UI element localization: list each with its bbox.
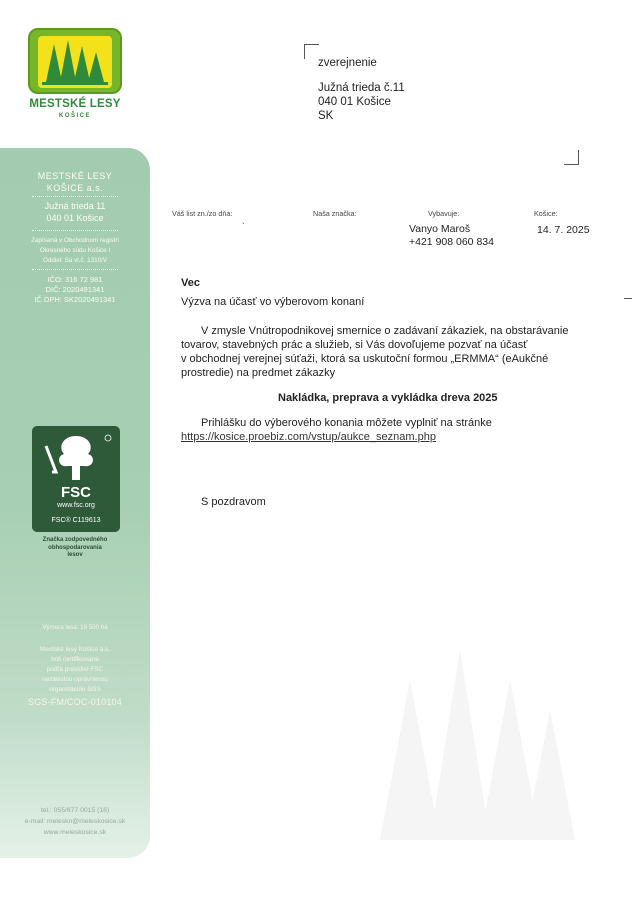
fsc-desc-line: lesov: [67, 552, 83, 558]
logo-city: KOŠICE: [58, 113, 91, 119]
our-ref-label: Naša značka:: [313, 209, 357, 218]
logo-watermark: [360, 640, 590, 845]
certification-text: [0, 645, 150, 695]
ico-line: IČO: 316 72 981: [47, 275, 103, 284]
handler-phone: +421 908 060 834: [409, 236, 494, 248]
logo-emblem: [38, 36, 112, 88]
cert-line: boli certifikované: [51, 656, 99, 663]
divider: [32, 269, 118, 270]
company-ids: [0, 275, 150, 305]
recipient-city: 040 01 Košice: [318, 96, 391, 108]
fold-mark: [624, 298, 632, 299]
fsc-desc-line: Značka zodpovedného: [42, 537, 108, 543]
registration-line: Oddiel: Sa vl.č. 1310/V: [42, 257, 108, 264]
fsc-tree-icon: [32, 426, 120, 486]
fsc-url: www.fsc.org: [57, 502, 95, 509]
handler-name: Vanyo Maroš: [409, 223, 471, 235]
certification-code: SGS-FM/COC-010104: [28, 697, 122, 707]
paragraph-line: tovarov, stavebných prác a služieb, si Vás dovoľujeme pozvať na účasť: [181, 339, 528, 351]
cert-line: organizáciou SGS: [49, 686, 101, 693]
address-line: Južná trieda 11: [44, 201, 106, 211]
signup-link[interactable]: https://kosice.proebiz.com/vstup/aukce_seznam.php: [181, 431, 436, 443]
contact-info: [0, 805, 150, 838]
closing-text: S pozdravom: [201, 496, 266, 508]
phone-text: tel.: 055/677 0015 (16): [40, 807, 110, 814]
logo-name: MESTSKÉ LESY: [29, 98, 121, 110]
address-window-corner: [304, 44, 319, 59]
paragraph-line: V zmysle Vnútropodnikovej smernice o zadávaní zákaziek, na obstarávanie: [201, 325, 569, 337]
recipient-street: Južná trieda č.11: [318, 82, 405, 94]
fsc-logo-text: FSC: [61, 484, 91, 501]
place-label: Košice:: [534, 209, 558, 218]
icdph-line: IČ DPH: SK2020491341: [34, 295, 116, 304]
subject-text: Výzva na účasť vo výberovom konaní: [181, 296, 365, 308]
cert-line: podľa pravidiel FSC: [46, 666, 104, 673]
address-line: 040 01 Košice: [46, 213, 104, 223]
email-text: e-mail: meleskn@meleskosice.sk: [24, 818, 126, 825]
your-letter-value: `: [242, 222, 245, 231]
company-logo: [28, 28, 122, 94]
divider: [32, 196, 118, 197]
paragraph-line: v obchodnej verejnej súťaži, ktorá sa uskutoční formou „ERMMA“ (eAukčné: [181, 353, 549, 365]
your-letter-label: Váš list zn./zo dňa:: [172, 209, 233, 218]
fsc-code: FSC® C119613: [51, 517, 101, 524]
divider: [32, 230, 118, 231]
company-name: [0, 170, 150, 194]
fsc-desc-line: obhospodarovania: [48, 544, 102, 551]
fsc-logo: [32, 426, 120, 532]
fsc-description: [0, 537, 150, 560]
registration-line: Okresného súdu Košice I: [39, 247, 111, 254]
paragraph-line: prostredie) na predmet zákazky: [181, 367, 336, 379]
company-address: [0, 200, 150, 224]
cert-line: nezávislou oprávnenou: [42, 676, 108, 683]
recipient-line: zverejnenie: [318, 57, 377, 69]
recipient-country: SK: [318, 110, 334, 122]
tender-title: Nakládka, preprava a vykládka dreva 2025: [278, 392, 498, 404]
signup-text: Prihlášku do výberového konania môžete vyplniť na stránke: [201, 417, 492, 429]
company-registration: [0, 236, 150, 266]
address-window-corner: [564, 150, 579, 165]
website-text: www.meleskosice.sk: [43, 829, 107, 836]
company-name-line: KOŠICE a.s.: [46, 183, 104, 193]
dic-line: DIČ: 2020491341: [45, 285, 105, 294]
subject-label: Vec: [181, 277, 200, 289]
company-name-line: MESTSKÉ LESY: [37, 171, 113, 181]
handler-label: Vybavuje:: [428, 209, 460, 218]
forest-area: Výmera lesa: 19 500 ha: [42, 624, 108, 631]
cert-line: Mestské lesy Košice a.s.: [40, 646, 110, 653]
letter-date: 14. 7. 2025: [537, 224, 590, 236]
registration-line: Zapísaná v Obchodnom registri: [31, 237, 119, 244]
